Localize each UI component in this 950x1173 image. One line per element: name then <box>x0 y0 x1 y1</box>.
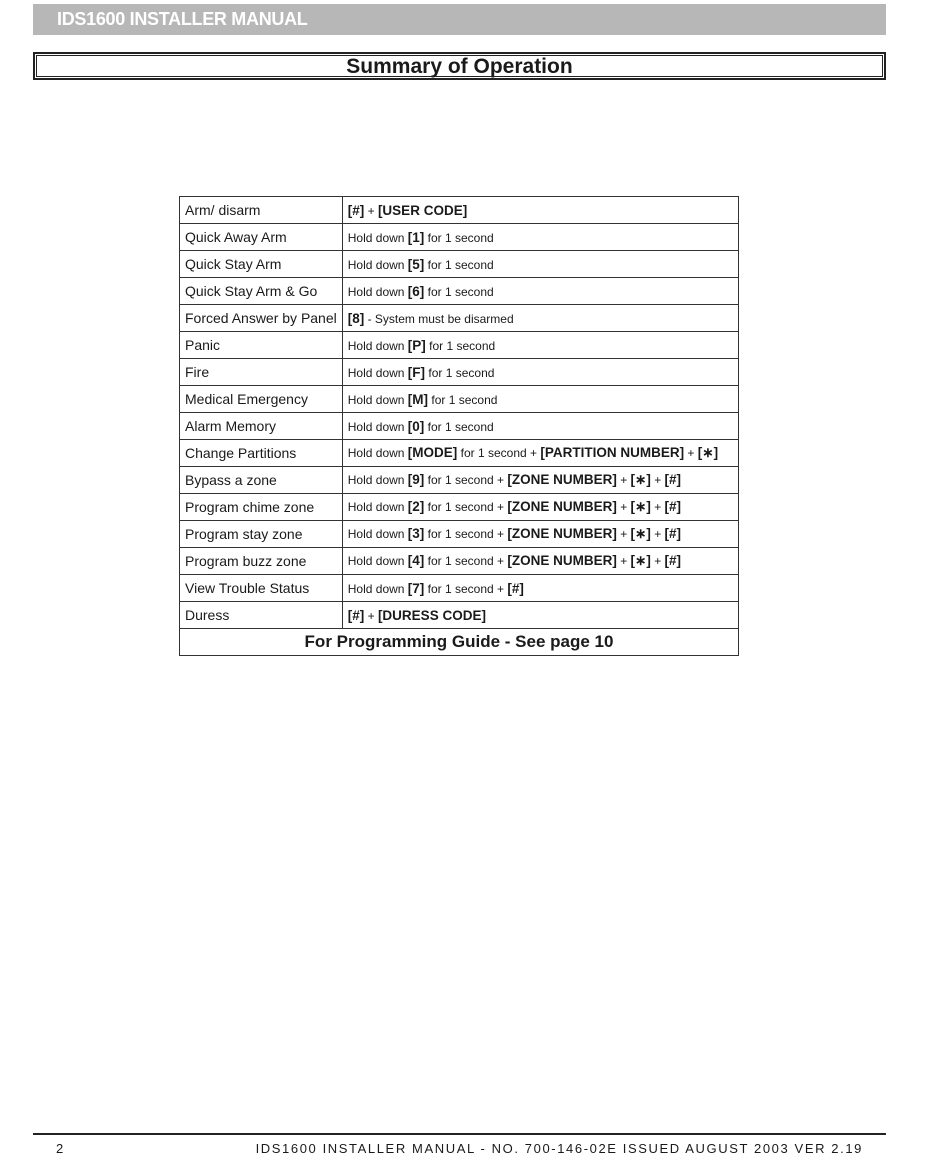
action-text: Hold down <box>347 284 408 299</box>
table-row <box>180 575 739 602</box>
key-label: [4] <box>407 553 425 568</box>
action-text: + <box>364 608 378 623</box>
action-text: Hold down <box>347 365 408 380</box>
action-text: Hold down <box>347 473 408 487</box>
key-label: [#] <box>347 202 365 218</box>
action-text: for 1 second + <box>424 581 508 596</box>
function-cell: Quick Away Arm <box>180 224 343 251</box>
key-label: [∗] <box>630 472 651 487</box>
key-label: [#] <box>664 553 682 568</box>
page-title: Summary of Operation <box>346 55 573 78</box>
action-text: Hold down <box>347 446 408 460</box>
function-cell: Program stay zone <box>180 521 343 548</box>
action-text: for 1 second + <box>457 446 541 460</box>
key-label: [0] <box>407 418 425 434</box>
action-text: for 1 second + <box>424 473 508 487</box>
action-text: for 1 second <box>424 284 494 299</box>
action-text: - System must be disarmed <box>364 311 514 326</box>
table-row <box>180 305 739 332</box>
key-label: [DURESS CODE] <box>377 607 486 623</box>
table-row <box>180 332 739 359</box>
key-label: [ZONE NUMBER] <box>507 472 617 487</box>
action-cell <box>342 332 738 359</box>
key-label: [ZONE NUMBER] <box>507 499 617 514</box>
action-text: for 1 second + <box>424 527 508 541</box>
action-text: + <box>650 554 665 568</box>
action-text: Hold down <box>347 419 408 434</box>
action-cell <box>342 278 738 305</box>
function-cell: Arm/ disarm <box>180 197 343 224</box>
key-label: [∗] <box>630 526 651 541</box>
table-footer-row <box>180 629 739 656</box>
action-cell <box>342 305 738 332</box>
key-label: [ZONE NUMBER] <box>507 526 617 541</box>
key-label: [6] <box>407 283 425 299</box>
function-cell: Program buzz zone <box>180 548 343 575</box>
action-text: for 1 second <box>424 419 494 434</box>
key-label: [9] <box>407 472 425 487</box>
function-cell: Medical Emergency <box>180 386 343 413</box>
action-cell <box>342 413 738 440</box>
function-cell: Bypass a zone <box>180 467 343 494</box>
key-label: [M] <box>407 391 429 407</box>
table-row <box>180 386 739 413</box>
table-row <box>180 494 739 521</box>
action-text: Hold down <box>347 527 408 541</box>
key-label: [PARTITION NUMBER] <box>540 445 685 460</box>
key-label: [5] <box>407 256 425 272</box>
function-cell: Program chime zone <box>180 494 343 521</box>
programming-guide-note: For Programming Guide - See page 10 <box>180 629 739 656</box>
action-text: for 1 second <box>424 230 494 245</box>
key-label: [∗] <box>697 445 719 460</box>
title-box <box>33 52 886 80</box>
function-cell: Forced Answer by Panel <box>180 305 343 332</box>
key-label: [2] <box>407 499 425 514</box>
key-label: [ZONE NUMBER] <box>507 553 617 568</box>
table-row <box>180 413 739 440</box>
action-cell <box>342 224 738 251</box>
table-row <box>180 278 739 305</box>
action-text: for 1 second <box>428 392 498 407</box>
action-text: for 1 second <box>425 338 496 353</box>
footer-text: IDS1600 INSTALLER MANUAL - NO. 700-146-02E ISSUED AUGUST 2003 VER 2.19 <box>255 1141 863 1156</box>
action-cell <box>342 467 738 494</box>
key-label: [∗] <box>630 553 651 568</box>
action-text: Hold down <box>347 392 408 407</box>
action-cell <box>342 251 738 278</box>
key-label: [8] <box>347 310 365 326</box>
key-label: [MODE] <box>407 445 458 460</box>
key-label: [#] <box>664 526 682 541</box>
key-label: [P] <box>407 337 426 353</box>
function-cell: Quick Stay Arm <box>180 251 343 278</box>
action-text: Hold down <box>347 257 408 272</box>
action-text: + <box>616 473 631 487</box>
operations-table-body <box>180 197 739 656</box>
action-text: for 1 second + <box>424 554 508 568</box>
action-cell <box>342 548 738 575</box>
header-title: IDS1600 INSTALLER MANUAL <box>57 9 308 29</box>
action-text: Hold down <box>347 338 408 353</box>
key-label: [F] <box>407 364 426 380</box>
action-cell <box>342 521 738 548</box>
action-text: for 1 second <box>425 365 495 380</box>
action-cell <box>342 494 738 521</box>
key-label: [7] <box>407 580 425 596</box>
action-cell <box>342 197 738 224</box>
function-cell: View Trouble Status <box>180 575 343 602</box>
table-row <box>180 548 739 575</box>
key-label: [3] <box>407 526 425 541</box>
action-cell <box>342 602 738 629</box>
key-label: [#] <box>664 472 682 487</box>
action-text: Hold down <box>347 554 408 568</box>
table-row <box>180 602 739 629</box>
operations-table <box>179 196 739 656</box>
action-text: + <box>684 446 698 460</box>
function-cell: Fire <box>180 359 343 386</box>
action-text: Hold down <box>347 581 408 596</box>
key-label: [1] <box>407 229 425 245</box>
action-text: Hold down <box>347 230 408 245</box>
table-row <box>180 467 739 494</box>
table-row <box>180 521 739 548</box>
action-text: + <box>650 473 665 487</box>
key-label: [#] <box>347 607 365 623</box>
footer-rule <box>33 1133 886 1135</box>
key-label: [#] <box>507 580 524 596</box>
key-label: [∗] <box>630 499 651 514</box>
function-cell: Duress <box>180 602 343 629</box>
action-cell <box>342 359 738 386</box>
key-label: [#] <box>664 499 682 514</box>
action-text: + <box>616 527 631 541</box>
table-row <box>180 224 739 251</box>
action-cell <box>342 440 738 467</box>
action-text: Hold down <box>347 500 408 514</box>
function-cell: Change Partitions <box>180 440 343 467</box>
function-cell: Panic <box>180 332 343 359</box>
action-cell <box>342 575 738 602</box>
action-text: + <box>616 500 631 514</box>
function-cell: Alarm Memory <box>180 413 343 440</box>
action-text: for 1 second + <box>424 500 508 514</box>
table-row <box>180 359 739 386</box>
action-text: for 1 second <box>424 257 494 272</box>
table-row <box>180 440 739 467</box>
function-cell: Quick Stay Arm & Go <box>180 278 343 305</box>
action-text: + <box>364 203 378 218</box>
key-label: [USER CODE] <box>377 202 468 218</box>
action-cell <box>342 386 738 413</box>
page-number: 2 <box>56 1141 64 1156</box>
action-text: + <box>650 527 665 541</box>
table-row <box>180 197 739 224</box>
action-text: + <box>650 500 665 514</box>
action-text: + <box>616 554 631 568</box>
table-row <box>180 251 739 278</box>
header-bar <box>33 4 886 35</box>
